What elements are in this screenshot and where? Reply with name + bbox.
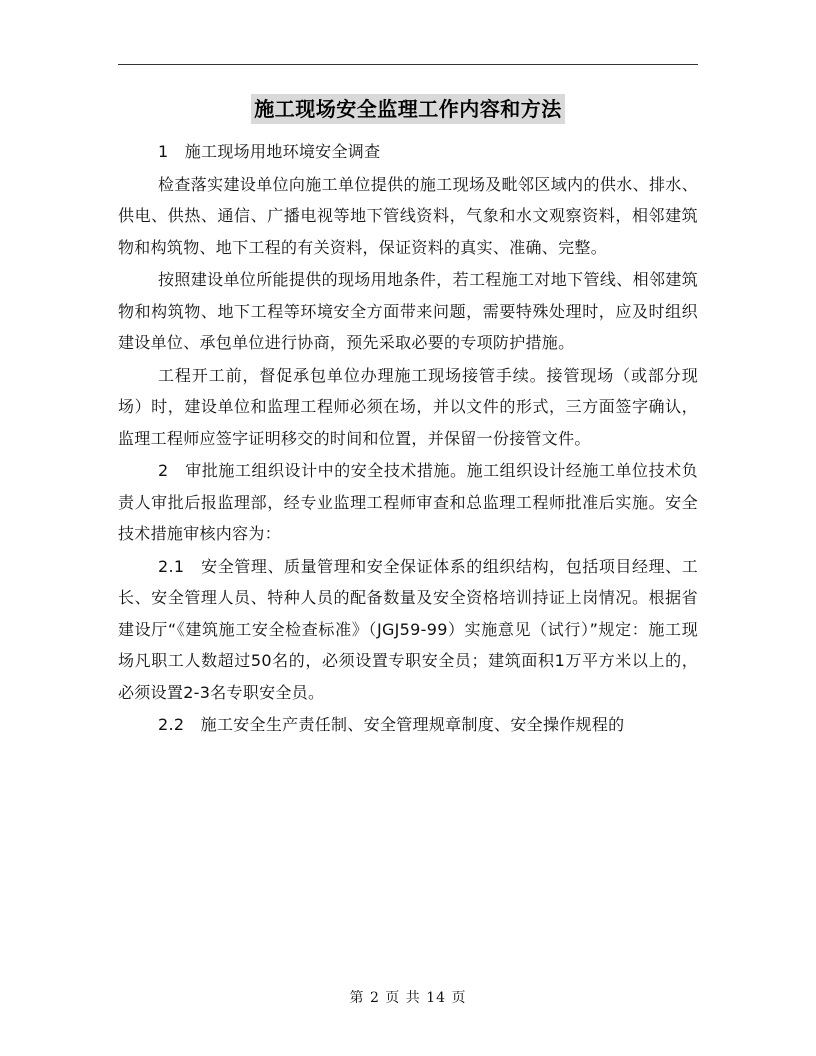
document-body [118,136,698,741]
subsection-2-1: 2.1 安全管理、质量管理和安全保证体系的组织结构，包括项目经理、工长、安全管理人员、特种人员的配备数量及安全资格培训持证上岗情况。根据省建设厅“《建筑施工安全检查标准》（JGJ59-99）实施意见（试行）”规定：施工现场凡职工人数超过50名的，必须设置专职安全员；建筑面积1万平方米以上的，必须设置2-3名专职安全员。 [118,556,698,702]
body-paragraph: 工程开工前，督促承包单位办理施工现场接管手续。接管现场（或部分现场）时，建设单位和监理工程师必须在场，并以文件的形式，三方面签字确认，监理工程师应签字证明移交的时间和位置，并保留一份接管文件。 [118,365,698,448]
title-container [0,94,816,124]
section-heading-1: 1 施工现场用地环境安全调查 [158,142,381,161]
header-rule [118,64,698,65]
subsection-2-2: 2.2 施工安全生产责任制、安全管理规章制度、安全操作规程的 [158,715,625,734]
document-title: 施工现场安全监理工作内容和方法 [251,94,565,124]
body-paragraph: 检查落实建设单位向施工单位提供的施工现场及毗邻区域内的供水、排水、供电、供热、通信、广播电视等地下管线资料，气象和水文观察资料，相邻建筑物和构筑物、地下工程的有关资料，保证资料的真实、准确、完整。 [118,174,698,257]
section-heading-2: 2 审批施工组织设计中的安全技术措施。施工组织设计经施工单位技术负责人审批后报监理部，经专业监理工程师审查和总监理工程师批准后实施。安全技术措施审核内容为： [118,461,698,543]
body-paragraph: 按照建设单位所能提供的现场用地条件，若工程施工对地下管线、相邻建筑物和构筑物、地下工程等环境安全方面带来问题，需要特殊处理时，应及时组织建设单位、承包单位进行协商，预先采取必要的专项防护措施。 [118,270,698,352]
page-footer: 第 2 页 共 14 页 [349,990,467,1006]
